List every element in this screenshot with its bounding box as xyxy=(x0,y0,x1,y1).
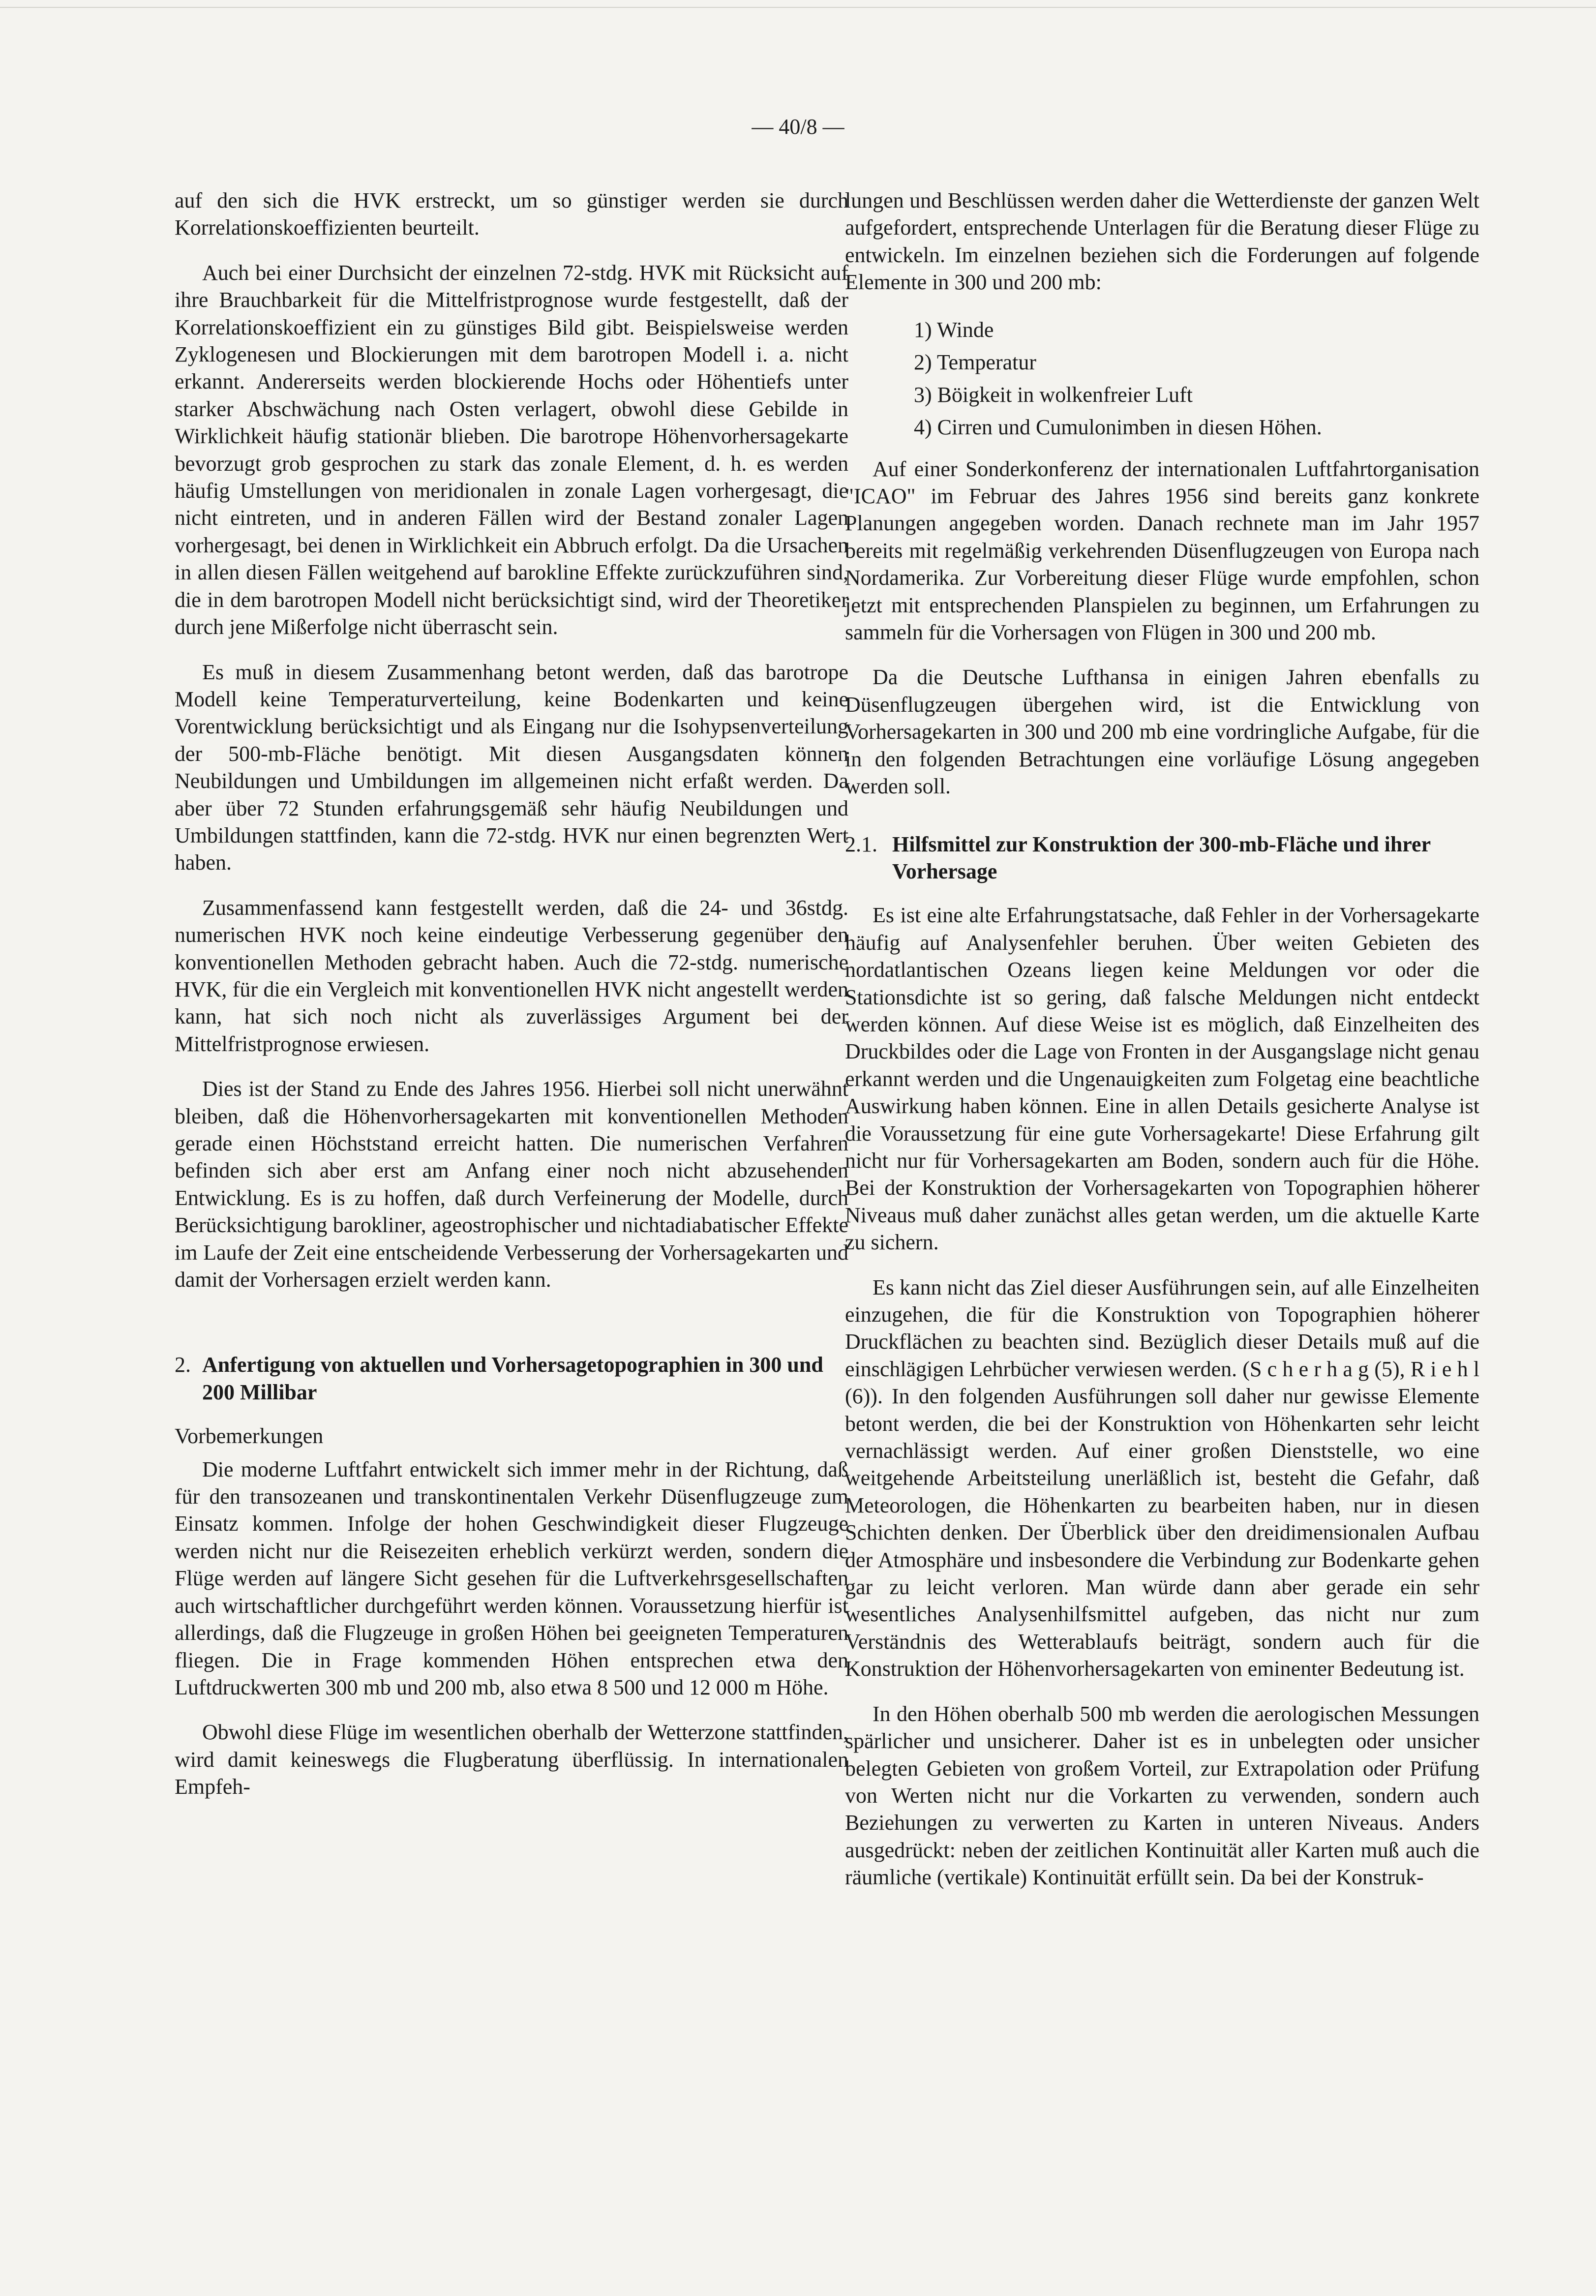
paragraph: Zusammenfassend kann festgestellt werden, daß die 24- und 36stdg. numerischen HVK noch keine eindeutige Verbesserung gegenüber den konventionellen Methoden gebracht haben. Auch die 72-stdg. numerische HVK, für die ein Vergleich mit konventionellen HVK nicht angestellt werden kann, hat sich noch nicht als zuverlässiges Argument bei der Mittelfristprognose erwiesen. xyxy=(175,895,848,1056)
paragraph: Es kann nicht das Ziel dieser Ausführungen sein, auf alle Einzelheiten einzugehen, die für die Konstruktion von Topographien höherer Druckflächen zu beachten sind. Bezüglich dieser Details muß auf die einschlägigen Lehrbücher verwiesen werden. (S c h e r h a g (5), R i e h l (6)). In den folgenden Ausführungen soll daher nur gewisse Elemente betont werden, die bei der Konstruktion von Höhenkarten sehr leicht vernachlässigt werden. Auf einer großen Dienststelle, wo eine weitgehende Arbeitsteilung unerläßlich ist, besteht die Gefahr, daß Meteorologen, die Höhenkarten zu bearbeiten haben, nur in diesen Schichten denken. Der Überblick über den dreidimensionalen Aufbau der Atmosphäre und insbesondere die Verbindung zur Bodenkarte gehen gar zu leicht verloren. Man würde dann aber gerade ein sehr wesentliches Analysenhilfsmittel aufgeben, das nicht nur zum Verständnis des Wetterablaufs beiträgt, sondern auch für die Konstruktion der Höhenvorhersagekarten von eminenter Bedeutung ist. xyxy=(845,1275,1479,1681)
section-title: Anfertigung von aktuellen und Vorhersagetopographien in 300 und 200 Millibar xyxy=(202,1353,823,1404)
paragraph: Da die Deutsche Lufthansa in einigen Jahren ebenfalls zu Düsenflugzeugen übergehen wird, ist die Entwicklung von Vorhersagekarten in 300 und 200 mb eine vordringliche Aufgabe, für die in den folgenden Betrachtungen eine vorläufige Lösung angegeben werden soll. xyxy=(845,665,1479,799)
section-heading xyxy=(845,831,1479,885)
section-number: 2. xyxy=(175,1353,191,1377)
paragraph: Auch bei einer Durchsicht der einzelnen 72-stdg. HVK mit Rücksicht auf ihre Brauchbarkeit für die Mittelfristprognose wurde festgestellt, daß der Korrelationskoeffizient ein zu günstiges Bild gibt. Beispielsweise werden Zyklogenesen und Blockierungen mit dem barotropen Modell i. a. nicht erkannt. Andererseits werden blockierende Hochs oder Höhentiefs unter starker Abschwächung nach Osten verlagert, obwohl diese Gebilde in Wirklichkeit häufig stationär blieben. Die barotrope Höhenvorhersagekarte bevorzugt grob gesprochen zu stark das zonale Element, d. h. es werden häufig Umstellungen von meridionalen in zonale Lagen vorhergesagt, die nicht eintreten, und in anderen Fällen wird der Bestand zonaler Lagen vorhergesagt, bei denen in Wirklichkeit ein Abbruch erfolgt. Da die Ursachen in allen diesen Fällen weitgehend auf barokline Effekte zurückzuführen sind, die in dem barotropen Modell nicht berücksichtigt sind, wird der Theoretiker durch jene Mißerfolge nicht überrascht sein. xyxy=(175,260,848,639)
list-item: 3) Böigkeit in wolkenfreier Luft xyxy=(914,382,1193,407)
paragraph: In den Höhen oberhalb 500 mb werden die aerologischen Messungen spärlicher und unsicherer. Daher ist es in unbelegten oder unsicher belegten Gebieten von großem Vorteil, zur Extrapolation oder Prüfung von Werten nicht nur die Vorkarten zu verwenden, sondern auch Beziehungen zu verwerten zu Karten in unteren Niveaus. Anders ausgedrückt: neben der zeitlichen Kontinuität aller Karten muß auch die räumliche (vertikale) Kontinuität erfüllt sein. Da bei der Konstruk- xyxy=(845,1701,1479,1890)
paragraph: Es ist eine alte Erfahrungstatsache, daß Fehler in der Vorhersagekarte häufig auf Analysenfehler beruhen. Über weiten Gebieten des nordatlantischen Ozeans liegen keine Meldungen vor oder die Stationsdichte ist so gering, daß falsche Meldungen nicht entdeckt werden können. Auf diese Weise ist es möglich, daß Einzelheiten des Druckbildes oder die Lage von Fronten in der Ausgangslage nicht genau erkannt werden und die Ungenauigkeiten zum Folgetag eine beachtliche Auswirkung haben können. Eine in allen Details gesicherte Analyse ist die Voraussetzung für eine gute Vorhersagekarte! Diese Erfahrung gilt nicht nur für Vorhersagekarten am Boden, sondern auch für die Höhe. Bei der Konstruktion der Vorhersagekarten von Topographien höherer Niveaus muß daher zunächst alles getan werden, um die aktuelle Karte zu sichern. xyxy=(845,903,1479,1255)
list-item: 2) Temperatur xyxy=(914,350,1037,374)
paragraph: Dies ist der Stand zu Ende des Jahres 1956. Hierbei soll nicht unerwähnt bleiben, daß die Höhenvorhersagekarten mit konventionellen Methoden gerade einen Höchststand erreicht hatten. Die numerischen Verfahren befinden sich aber erst am Anfang einer noch nicht abzusehenden Entwicklung. Es is zu hoffen, daß durch Verfeinerung der Modelle, durch Berücksichtigung barokliner, ageostrophischer und nichtadiabatischer Effekte im Laufe der Zeit eine entscheidende Verbesserung der Vorhersagekarten und damit der Vorhersagen erzielt werden kann. xyxy=(175,1077,848,1292)
scan-edge xyxy=(0,7,1596,8)
paragraph: Obwohl diese Flüge im wesentlichen oberhalb der Wetterzone stattfinden, wird damit keineswegs die Flugberatung überflüssig. In internationalen Empfeh- xyxy=(175,1720,848,1799)
section-number: 2.1. xyxy=(845,832,877,856)
section-title: Hilfsmittel zur Konstruktion der 300-mb-Fläche und ihrer Vorhersage xyxy=(892,832,1431,883)
subheading: Vorbemerkungen xyxy=(175,1424,324,1449)
paragraph: auf den sich die HVK erstreckt, um so günstiger werden sie durch Korrelationskoeffizienten beurteilt. xyxy=(175,188,848,240)
requirements-list xyxy=(845,314,1479,444)
section-heading xyxy=(175,1351,848,1406)
list-item: 1) Winde xyxy=(914,317,994,342)
paragraph: Auf einer Sonderkonferenz der internationalen Luftfahrtorganisation "ICAO" im Februar des Jahres 1956 sind bereits ganz konkrete Planungen angegeben worden. Danach rechnete man im Jahr 1957 bereits mit regelmäßig verkehrenden Düsenflugzeugen von Europa nach Nordamerika. Zur Vorbereitung dieser Flüge wurde empfohlen, schon jetzt mit entsprechenden Planspielen zu beginnen, um Erfahrungen zu sammeln für die Vorhersagen von Flügen in 300 und 200 mb. xyxy=(845,456,1479,645)
list-item: 4) Cirren und Cumulonimben in diesen Höhen. xyxy=(914,415,1322,439)
left-column xyxy=(175,187,848,1818)
paragraph: Die moderne Luftfahrt entwickelt sich immer mehr in der Richtung, daß für den transozeanen und transkontinentalen Verkehr Düsenflugzeuge zum Einsatz kommen. Infolge der hohen Geschwindigkeit dieser Flugzeuge werden nicht nur die Reisezeiten erheblich verkürzt werden, sondern die Flüge werden auf längere Sicht gesehen für die Luftverkehrsgesellschaften auch wirtschaftlicher durchgeführt werden können. Voraussetzung hierfür ist allerdings, daß die Flugzeuge in großen Höhen bei geeigneten Temperaturen fliegen. Die in Frage kommenden Höhen entsprechen etwa den Luftdruckwerten 300 mb und 200 mb, also etwa 8 500 und 12 000 m Höhe. xyxy=(175,1457,848,1699)
right-column xyxy=(845,187,1479,1909)
paragraph: Es muß in diesem Zusammenhang betont werden, daß das barotrope Modell keine Temperaturverteilung, keine Bodenkarten und keine Vorentwicklung berücksichtigt und als Eingang nur die Isohypsenverteilung der 500-mb-Fläche benötigt. Mit diesen Ausgangsdaten können Neubildungen und Umbildungen im allgemeinen nicht erfaßt werden. Da aber über 72 Stunden erfahrungsgemäß sehr häufig Neubildungen und Umbildungen stattfinden, kann die 72-stdg. HVK nur einen begrenzten Wert haben. xyxy=(175,660,848,875)
page-number: — 40/8 — xyxy=(752,115,844,139)
paragraph: lungen und Beschlüssen werden daher die Wetterdienste der ganzen Welt aufgefordert, entsprechende Unterlagen für die Beratung dieser Flüge zu entwickeln. Im einzelnen beziehen sich die Forderungen auf folgende Elemente in 300 und 200 mb: xyxy=(845,188,1479,295)
